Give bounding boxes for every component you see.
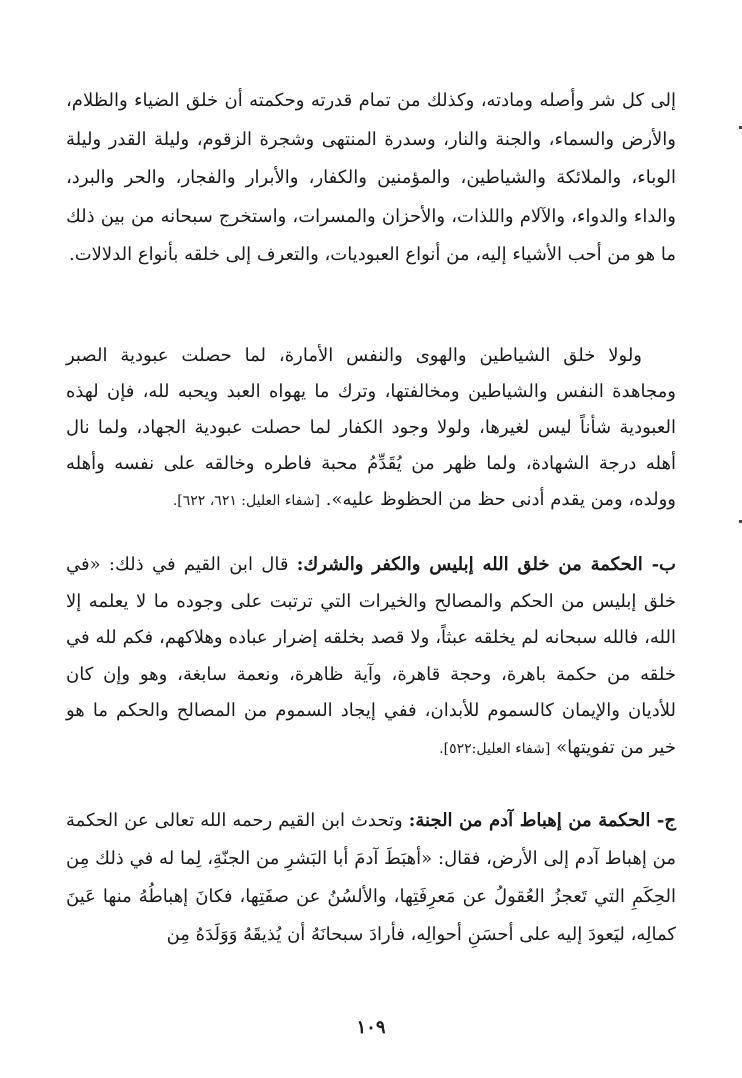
citation-reference: [شفاء العليل:٥٢٢]. — [439, 740, 551, 757]
section-adam-descent — [66, 802, 676, 954]
section-heading: ب- الحكمة من خلق الله إبليس والكفر والشرك: — [296, 554, 677, 575]
section-text: قال ابن القيم في ذلك: «في خلق إبليس من الحكم والمصالح والخيرات التي ترتبت على وجوده ما لا يعلمه إلا الله، فالله سبحانه لم يخلقه عبثاً، ولا قصد بخلقه إضرار عباده وهلاكهم، فكم لله في خلقه من حكمة باهرة، وحجة قاهرة، وآية ظاهرة، ونعمة سابغة، وهو وإن كان للأديان والإيمان كالسموم للأبدان، ففي إيجاد السموم من المصالح والحكم ما هو خير من تفويتها» — [66, 554, 676, 758]
page-number: ١٠٩ — [356, 1017, 386, 1038]
paragraph-devils-worship — [66, 338, 676, 519]
paragraph-creation-opposites — [66, 82, 676, 275]
section-iblis-wisdom — [66, 547, 676, 767]
section-text: وتحدث ابن القيم رحمه الله تعالى عن الحكمة من إهباط آدم إلى الأرض، فقال: «أهبَطَ آدمَ أبا البَشرِ من الجنّةِ، لِما له في ذلك مِن الحِكَمِ التي تَعجزُ العُقولُ عن مَعرِفَتِها، والألسُنُ عن صفَتِها، فكانَ إهباطُهُ منها عَينَ كمالِه، ليَعودَ إليه على أحسَنِ أحوالِه، فأرادَ سبحانَهُ أن يُذيقَهُ وَوَلَدَهُ مِن — [66, 810, 676, 945]
paragraph-text: إلى كل شر وأصله ومادته، وكذلك من تمام قدرته وحكمته أن خلق الضياء والظلام، والأرض والسماء، والجنة والنار، وسدرة المنتهى وشجرة الزقوم، وليلة القدر وليلة الوباء، والملائكة والشياطين، والمؤمنين والكفار، والأبرار والفجار، والحر والبرد، والداء والدواء، والآلام واللذات، والأحزان والمسرات، واستخرج سبحانه من بين ذلك ما هو من أحب الأشياء إليه، من أنواع العبوديات، والتعرف إلى خلقه بأنواع الدلالات. — [66, 90, 676, 265]
paragraph-text: ولولا خلق الشياطين والهوى والنفس الأمارة، لما حصلت عبودية الصبر ومجاهدة النفس والشياطين ومخالفتها، وترك ما يهواه العبد ويحبه لله، فإن لهذه العبودية شأناً ليس لغيرها، ولولا وجود الكفار لما حصلت عبودية الجهاد، ولما نال أهله درجة الشهادة، ولما ظهر من يُقَدِّمُ محبة فاطره وخالقه على نفسه وأهله وولده، ومن يقدم أدنى حظ من الحظوظ عليه». — [66, 345, 676, 510]
section-heading: ج- الحكمة من إهباط آدم من الجنة: — [408, 810, 676, 831]
citation-reference: [شفاء العليل: ٦٢١، ٦٢٢]. — [172, 493, 320, 509]
